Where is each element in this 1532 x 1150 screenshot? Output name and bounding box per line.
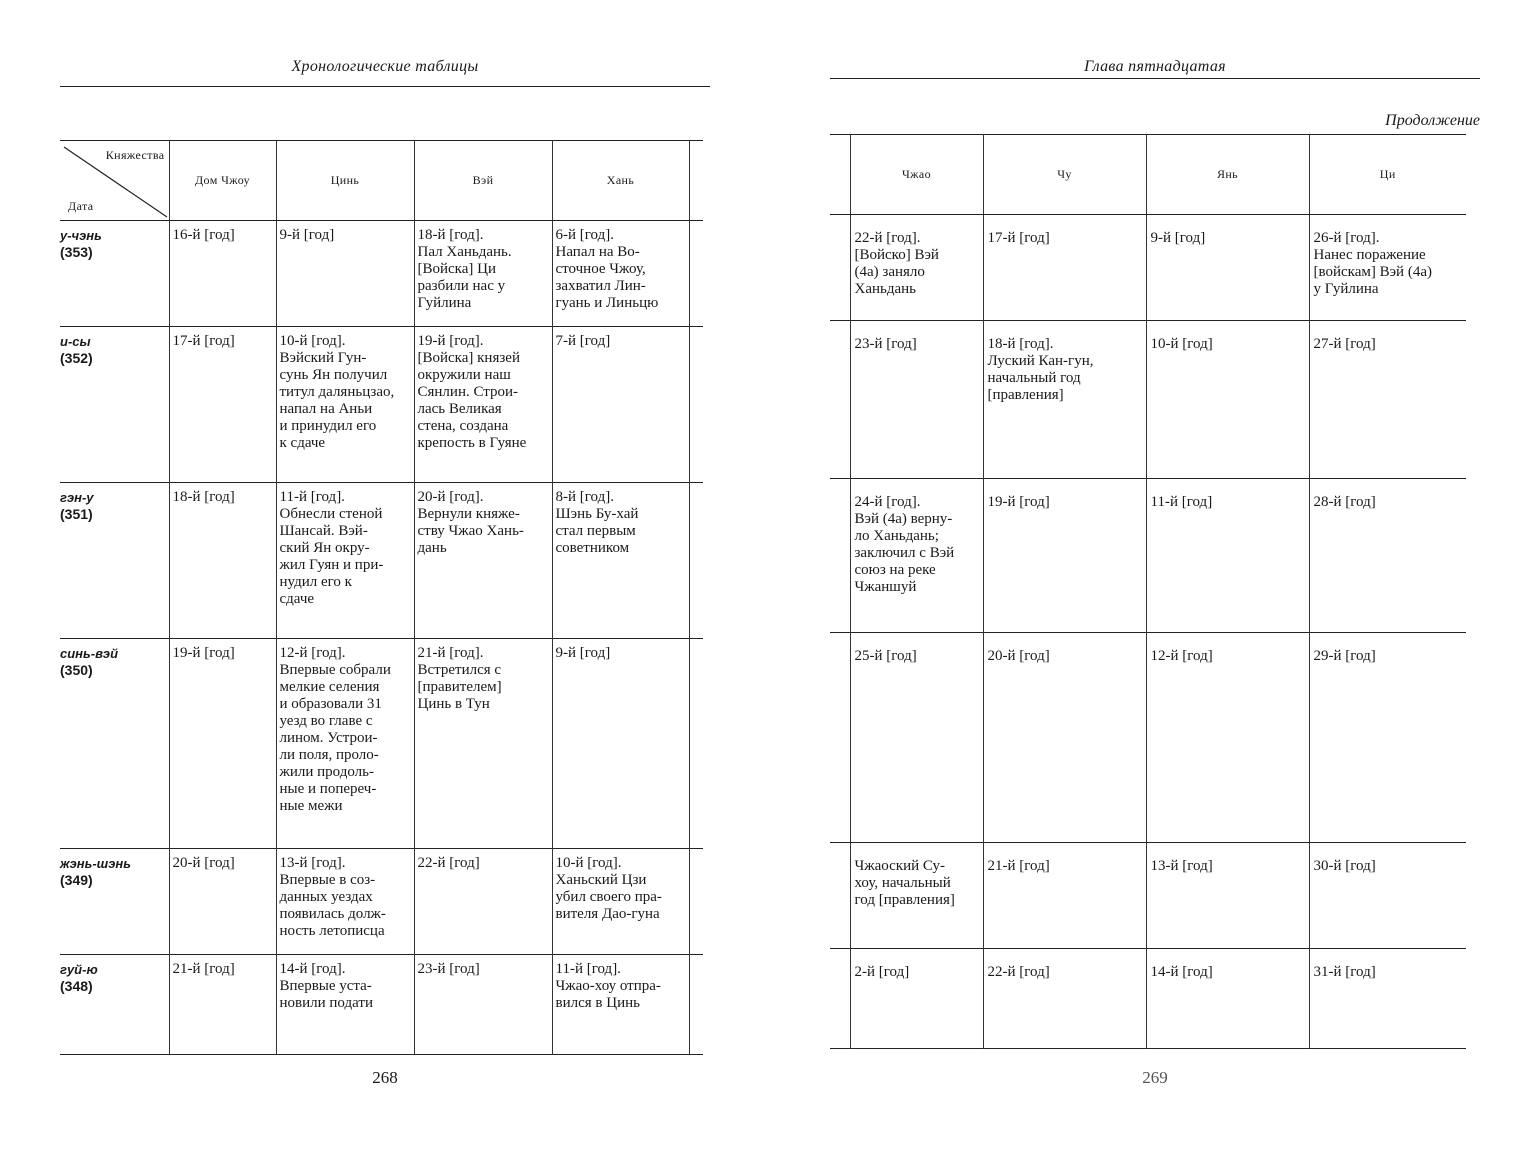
table-cell [983,633,1146,843]
date-cell [60,639,169,849]
running-head-left: Хронологические таблицы [291,58,479,75]
table-cell [983,479,1146,633]
table-cell [983,949,1146,1049]
cell-text: 23-й [год] [854,336,917,352]
table-cell [1146,843,1309,949]
cyclical-date: и-сы [60,334,91,349]
cell-text: 26-й [год]. Нанес поражение [войскам] Вэй (4а) у Гуйлина [1313,230,1432,297]
cell-text: 21-й [год] [987,858,1050,874]
table-cell [552,483,689,639]
cell-text: 12-й [год]. Впервые собрали мелкие селения и образовали 31 уезд во главе с лином. Устрои- ли поля, проло- жили продоль- ные и попереч- ные межи [279,645,391,814]
cell-text: 10-й [год]. Ханьский Цзи убил своего пра- вителя Дао-гуна [555,855,662,922]
column-header-empty [830,135,850,215]
column-header: Янь [1146,135,1309,215]
cyclical-date: у-чэнь [60,228,102,243]
table-header-row [60,141,703,221]
table-cell [1146,321,1309,479]
year-bc: (350) [60,662,93,678]
table-cell [1309,321,1466,479]
table-row [60,483,703,639]
cell-text: 11-й [год]. Чжао-хоу отпра- вился в Цинь [555,961,661,1011]
column-header: Хань [552,141,689,221]
table-cell [1146,215,1309,321]
cell-text: 7-й [год] [555,333,611,349]
date-cell [60,849,169,955]
cell-text: 30-й [год] [1313,858,1376,874]
table-cell [276,327,414,483]
table-cell [552,639,689,849]
table-cell-empty [830,321,850,479]
table-row [830,321,1466,479]
table-cell [850,215,983,321]
cell-text: 11-й [год]. Обнесли стеной Шансай. Вэй- ский Ян окру- жил Гуян и при- нудил его к сдаче [279,489,384,607]
table-cell [552,849,689,955]
date-cell [60,327,169,483]
table-cell [169,955,276,1055]
table-row [830,949,1466,1049]
table-cell-empty [830,215,850,321]
cell-text: 12-й [год] [1150,648,1213,664]
year-bc: (353) [60,244,93,260]
table-cell [552,327,689,483]
year-bc: (351) [60,506,93,522]
cyclical-date: гэн-у [60,490,94,505]
table-cell [414,639,552,849]
cell-text: 20-й [год] [987,648,1050,664]
cell-text: 6-й [год]. Напал на Во- сточное Чжоу, захватил Лин- гуань и Линьцю [555,227,659,311]
corner-label-principalities: Княжества [105,148,165,162]
table-row [830,215,1466,321]
table-cell [1309,949,1466,1049]
head-rule-right [830,78,1480,79]
table-cell [850,633,983,843]
column-header: Цинь [276,141,414,221]
cell-text: 18-й [год]. Пал Ханьдань. [Войска] Ци разбили нас у Гуйлина [417,227,512,311]
table-row [830,633,1466,843]
cell-text: 13-й [год] [1150,858,1213,874]
table-cell [1309,215,1466,321]
cell-text: 20-й [год]. Вернули княже- ству Чжао Хань- дань [417,489,524,556]
table-cell-empty [830,949,850,1049]
cell-text: 31-й [год] [1313,964,1376,980]
cell-text: 14-й [год]. Впервые уста- новили подати [279,961,373,1011]
left-page [60,0,710,1150]
cell-text: 19-й [год] [172,645,235,661]
table-cell [983,215,1146,321]
table-cell [1309,633,1466,843]
table-cell [1309,479,1466,633]
table-cell [1146,633,1309,843]
table-cell [552,955,689,1055]
column-header: Вэй [414,141,552,221]
cell-text: 10-й [год]. Вэйский Гун- сунь Ян получил титул даляньцзао, напал на Аньи и принудил его к сдаче [279,333,395,451]
date-cell [60,955,169,1055]
table-cell [169,483,276,639]
table-cell [414,221,552,327]
cell-text: 9-й [год] [1150,230,1206,246]
cell-text: 18-й [год] [172,489,235,505]
cell-text: 13-й [год]. Впервые в соз- данных уездах появилась долж- ность летописца [279,855,386,939]
cell-text: 8-й [год]. Шэнь Бу-хай стал первым советником [555,489,639,556]
date-cell [60,483,169,639]
column-header-empty [689,141,703,221]
cell-text: Чжаоский Су- хоу, начальный год [правления] [854,858,955,908]
cyclical-date: гуй-ю [60,962,98,977]
table-cell-empty [689,327,703,483]
cell-text: 24-й [год]. Вэй (4а) верну- ло Ханьдань; заключил с Вэй союз на реке Чжаншуй [854,494,955,595]
table-cell [276,849,414,955]
cell-text: 9-й [год] [555,645,611,661]
head-rule-left [60,86,710,87]
table-header-row [830,135,1466,215]
cyclical-date: жэнь-шэнь [60,856,131,871]
continued-label: Продолжение [1385,112,1480,129]
date-cell [60,221,169,327]
column-header: Дом Чжоу [169,141,276,221]
table-row [60,639,703,849]
table-cell [414,327,552,483]
corner-header-cell [60,141,169,221]
table-cell [850,321,983,479]
column-header: Ци [1309,135,1466,215]
cell-text: 10-й [год] [1150,336,1213,352]
table-cell [414,955,552,1055]
cell-text: 28-й [год] [1313,494,1376,510]
table-cell [276,221,414,327]
table-cell-empty [689,955,703,1055]
table-cell [169,639,276,849]
chronology-table-left [60,140,703,1055]
cell-text: 21-й [год] [172,961,235,977]
cell-text: 9-й [год] [279,227,335,243]
table-cell-empty [830,633,850,843]
running-head-right: Глава пятнадцатая [1084,58,1226,75]
table-cell [983,843,1146,949]
cell-text: 22-й [год]. [Войско] Вэй (4а) заняло Ханьдань [854,230,939,297]
cell-text: 2-й [год] [854,964,910,980]
column-header: Чжао [850,135,983,215]
table-cell [983,321,1146,479]
cell-text: 21-й [год]. Встретился с [правителем] Цинь в Тун [417,645,502,712]
table-cell-empty [689,849,703,955]
corner-label-date: Дата [68,199,94,213]
table-cell [1146,479,1309,633]
cell-text: 22-й [год] [417,855,480,871]
cell-text: 17-й [год] [987,230,1050,246]
table-row [60,327,703,483]
cell-text: 14-й [год] [1150,964,1213,980]
page-number-left: 268 [372,1068,398,1087]
table-cell [414,849,552,955]
table-cell-empty [689,639,703,849]
cell-text: 29-й [год] [1313,648,1376,664]
chronology-table-right [830,134,1466,1049]
table-cell-empty [689,483,703,639]
cell-text: 22-й [год] [987,964,1050,980]
table-cell-empty [830,843,850,949]
cell-text: 20-й [год] [172,855,235,871]
cell-text: 11-й [год] [1150,494,1213,510]
table-cell [276,483,414,639]
page-number-right: 269 [1142,1068,1168,1087]
cell-text: 27-й [год] [1313,336,1376,352]
cell-text: 23-й [год] [417,961,480,977]
year-bc: (349) [60,872,93,888]
right-page [830,0,1480,1150]
table-row [830,843,1466,949]
year-bc: (352) [60,350,93,366]
table-cell-empty [830,479,850,633]
table-cell [169,221,276,327]
cell-text: 17-й [год] [172,333,235,349]
table-row [60,849,703,955]
table-cell [850,949,983,1049]
table-cell-empty [689,221,703,327]
table-cell [276,955,414,1055]
cell-text: 19-й [год]. [Войска] князей окружили наш Сянлин. Строи- лась Великая стена, создана крепость в Гуяне [417,333,527,451]
table-cell [1146,949,1309,1049]
table-cell [276,639,414,849]
table-cell [1309,843,1466,949]
table-cell [850,479,983,633]
table-row [60,221,703,327]
table-row [830,479,1466,633]
table-cell [169,849,276,955]
table-cell [414,483,552,639]
cell-text: 25-й [год] [854,648,917,664]
cell-text: 16-й [год] [172,227,235,243]
column-header: Чу [983,135,1146,215]
cell-text: 18-й [год]. Луский Кан-гун, начальный год [правления] [987,336,1094,403]
cell-text: 19-й [год] [987,494,1050,510]
table-cell [850,843,983,949]
table-cell [552,221,689,327]
cyclical-date: синь-вэй [60,646,119,661]
year-bc: (348) [60,978,93,994]
table-cell [169,327,276,483]
table-row [60,955,703,1055]
